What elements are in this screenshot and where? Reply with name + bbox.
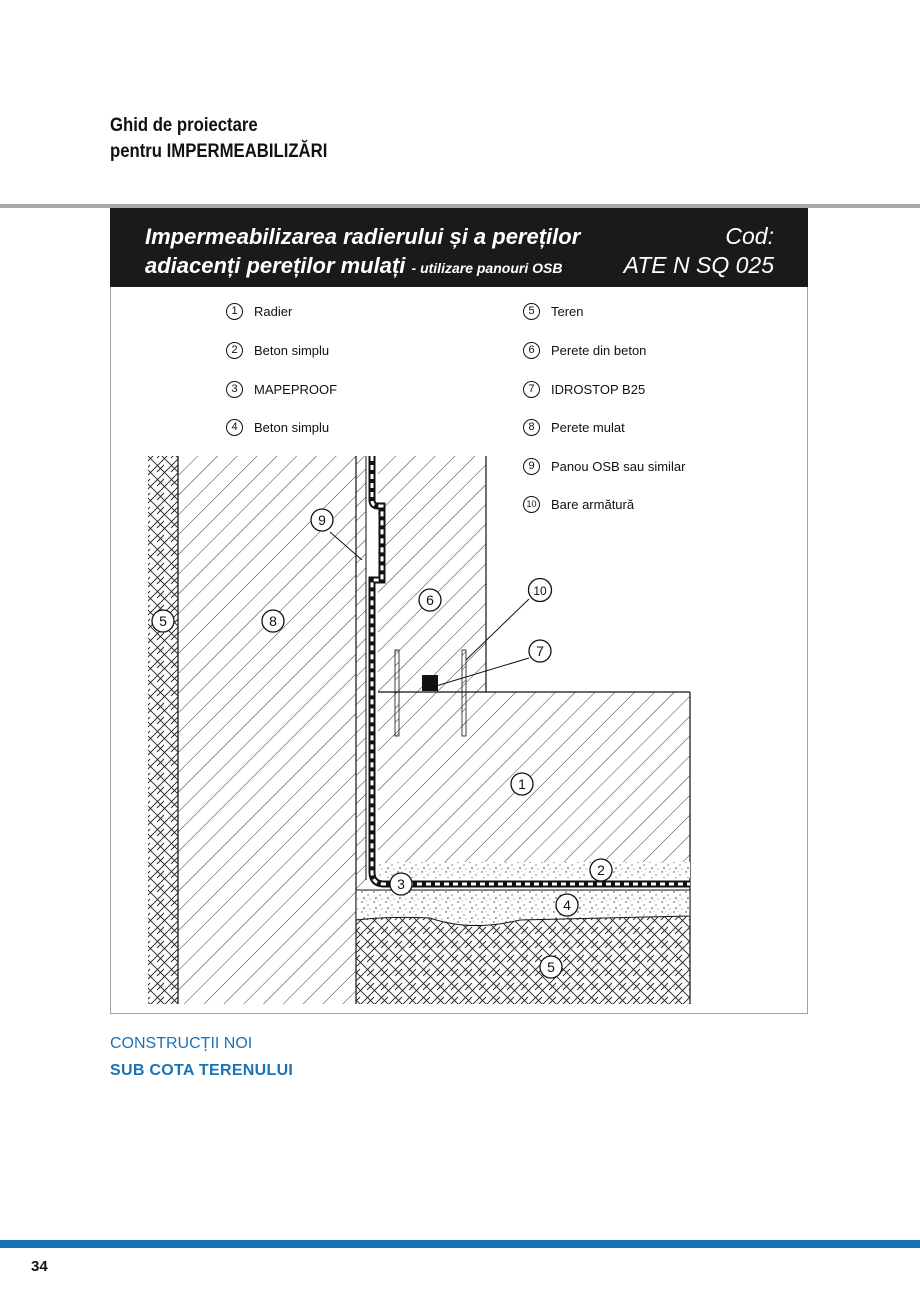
sheet-title-line1: Impermeabilizarea radierului și a pereților: [145, 224, 581, 249]
guide-title-line2: pentru IMPERMEABILIZĂRI: [110, 141, 328, 162]
legend-label: Teren: [551, 304, 584, 319]
legend-label: Bare armătură: [551, 497, 635, 512]
callout-2: 2: [597, 862, 605, 878]
legend-label: MAPEPROOF: [254, 382, 338, 397]
legend-number: 2: [226, 342, 243, 359]
legend-label: Panou OSB sau similar: [551, 459, 686, 474]
sheet-title-line2: adiacenți pereților mulați: [145, 253, 406, 278]
callout-5-left: 5: [159, 613, 167, 629]
callout-1: 1: [518, 776, 526, 792]
callout-9: 9: [318, 512, 326, 528]
legend-number: 9: [523, 458, 540, 475]
sheet-title-suffix: - utilizare panouri OSB: [411, 260, 563, 276]
soil-bottom: [356, 916, 690, 1004]
callout-8: 8: [269, 613, 277, 629]
callout-6: 6: [426, 592, 434, 608]
legend-label: Beton simplu: [254, 420, 330, 435]
legend-label: Perete mulat: [551, 420, 625, 435]
legend-number: 3: [226, 381, 243, 398]
legend-number: 1: [226, 303, 243, 320]
legend-number: 4: [226, 419, 243, 436]
callout-10: 10: [533, 584, 547, 598]
legend-number: 6: [523, 342, 540, 359]
category-line2: SUB COTA TERENULUI: [110, 1062, 294, 1079]
idrostop-profile: [422, 675, 438, 691]
legend-number: 10: [523, 496, 540, 513]
legend-label: Beton simplu: [254, 343, 330, 358]
code-value: ATE N SQ 025: [623, 252, 774, 278]
bottom-divider: [0, 1240, 920, 1248]
legend-number: 7: [523, 381, 540, 398]
legend-label: Radier: [254, 304, 293, 319]
callout-4: 4: [563, 897, 571, 913]
legend-number: 5: [523, 303, 540, 320]
callout-7: 7: [536, 643, 544, 659]
legend-label: Perete din beton: [551, 343, 647, 358]
callout-5-bottom: 5: [547, 959, 555, 975]
page-number: 34: [31, 1258, 48, 1275]
soil-left: [148, 456, 178, 1004]
osb-panel: [356, 456, 366, 890]
legend-number: 8: [523, 419, 540, 436]
code-label: Cod:: [725, 223, 774, 249]
category-line1: CONSTRUCȚII NOI: [110, 1035, 253, 1052]
legend-label: IDROSTOP B25: [551, 382, 646, 397]
diaphragm-wall: [178, 456, 356, 1004]
lean-concrete-layer: [378, 862, 690, 878]
guide-title-line1: Ghid de proiectare: [110, 115, 258, 136]
callout-3: 3: [397, 876, 405, 892]
